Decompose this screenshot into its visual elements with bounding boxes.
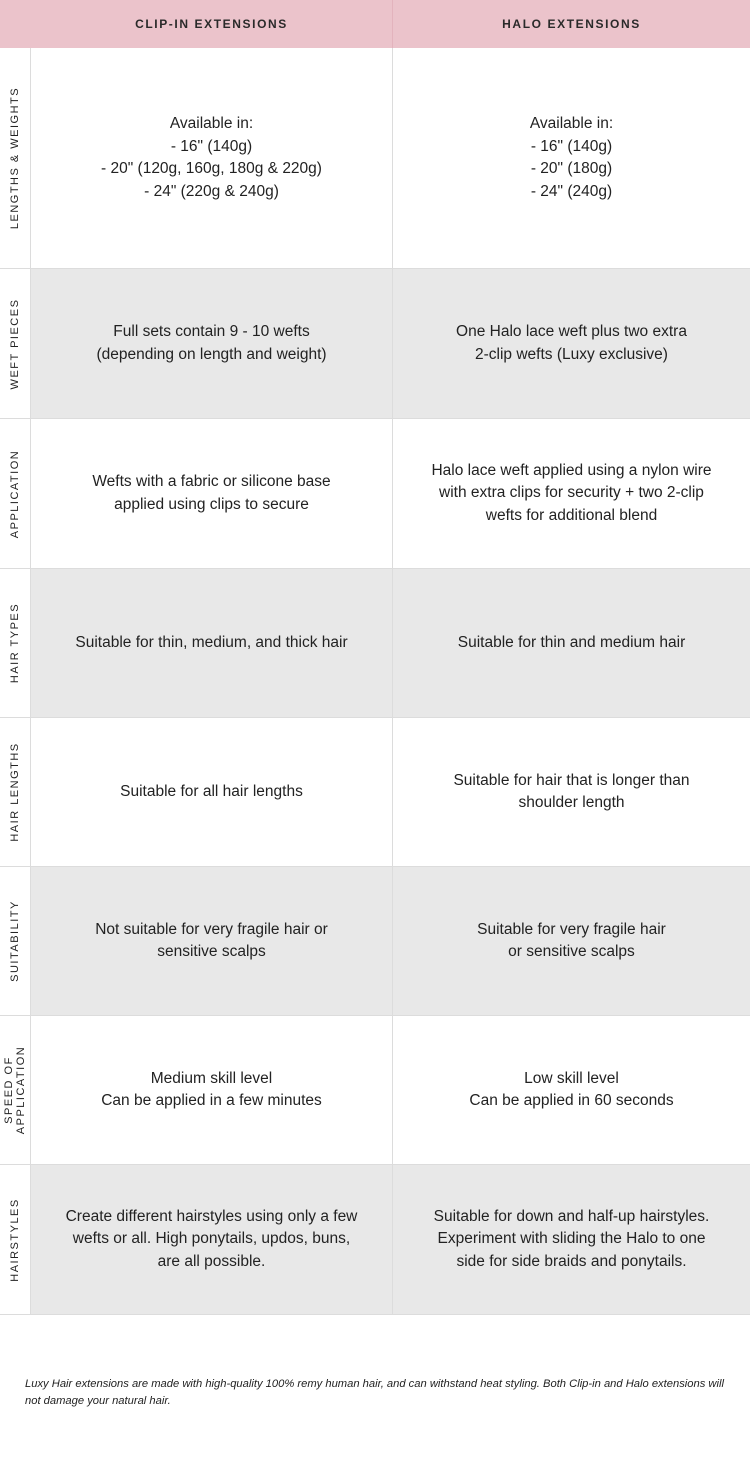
clip-in-cell: Suitable for all hair lengths	[120, 782, 303, 800]
table-row-hair-lengths	[0, 718, 750, 867]
table-row-hair-types	[0, 569, 750, 718]
row-label	[0, 419, 31, 568]
row-label-text: APPLICATION	[9, 449, 21, 538]
halo-cell: Suitable for very fragile hair or sensitive scalps	[392, 867, 750, 1015]
halo-cell: Low skill level Can be applied in 60 seconds	[392, 1016, 750, 1164]
table-row-suitability	[0, 867, 750, 1016]
row-label	[0, 1165, 31, 1314]
row-label-text: WEFT PIECES	[9, 298, 21, 389]
halo-cell: Suitable for hair that is longer than shoulder length	[392, 718, 750, 866]
footnote: Luxy Hair extensions are made with high-quality 100% remy human hair, and can withstand heat styling. Both Clip-in and Halo extensions will not damage your natural hair.	[25, 1378, 724, 1407]
table-header	[0, 0, 750, 48]
row-label-text: SPEED OF APPLICATION	[3, 1045, 27, 1135]
halo-cell: One Halo lace weft plus two extra 2-clip wefts (Luxy exclusive)	[392, 269, 750, 418]
clip-in-cell: Create different hairstyles using only a few wefts or all. High ponytails, updos, buns, are all possible.	[31, 1165, 392, 1314]
row-label	[0, 269, 31, 418]
table-row-application	[0, 419, 750, 569]
halo-cell: Suitable for thin and medium hair	[392, 569, 750, 717]
clip-in-cell: Not suitable for very fragile hair or sensitive scalps	[31, 867, 392, 1015]
row-label	[0, 718, 31, 866]
table-row-lengths-weights	[0, 48, 750, 269]
row-label	[0, 867, 31, 1015]
clip-in-cell: Wefts with a fabric or silicone base applied using clips to secure	[92, 473, 331, 513]
table-row-hairstyles	[0, 1165, 750, 1315]
table-row-weft-pieces	[0, 269, 750, 419]
row-label	[0, 1016, 31, 1164]
row-label-text: LENGTHS & WEIGHTS	[9, 86, 21, 230]
header-clip-in: CLIP-IN EXTENSIONS	[135, 17, 288, 31]
clip-in-cell: Medium skill level Can be applied in a few minutes	[101, 1069, 322, 1109]
clip-in-cell: Available in: - 16" (140g) - 20" (120g, 160g, 180g & 220g) - 24" (220g & 240g)	[101, 115, 322, 200]
halo-cell: Suitable for down and half-up hairstyles. Experiment with sliding the Halo to one side for side braids and ponytails.	[392, 1165, 750, 1314]
row-label-text: HAIRSTYLES	[9, 1197, 21, 1282]
halo-cell: Available in: - 16" (140g) - 20" (180g) - 24" (240g)	[392, 48, 750, 268]
comparison-table	[0, 48, 750, 1315]
halo-cell: Halo lace weft applied using a nylon wire with extra clips for security + two 2-clip wefts for additional blend	[392, 419, 750, 568]
header-halo: HALO EXTENSIONS	[502, 17, 641, 31]
row-label	[0, 569, 31, 717]
table-row-speed-of-application	[0, 1016, 750, 1165]
row-label-text: SUITABILITY	[9, 900, 21, 982]
row-label	[0, 48, 31, 268]
row-label-text: HAIR TYPES	[9, 602, 21, 684]
clip-in-cell: Full sets contain 9 - 10 wefts (depending on length and weight)	[31, 269, 392, 418]
row-label-text: HAIR LENGTHS	[9, 742, 21, 842]
clip-in-cell: Suitable for thin, medium, and thick hair	[31, 569, 392, 717]
